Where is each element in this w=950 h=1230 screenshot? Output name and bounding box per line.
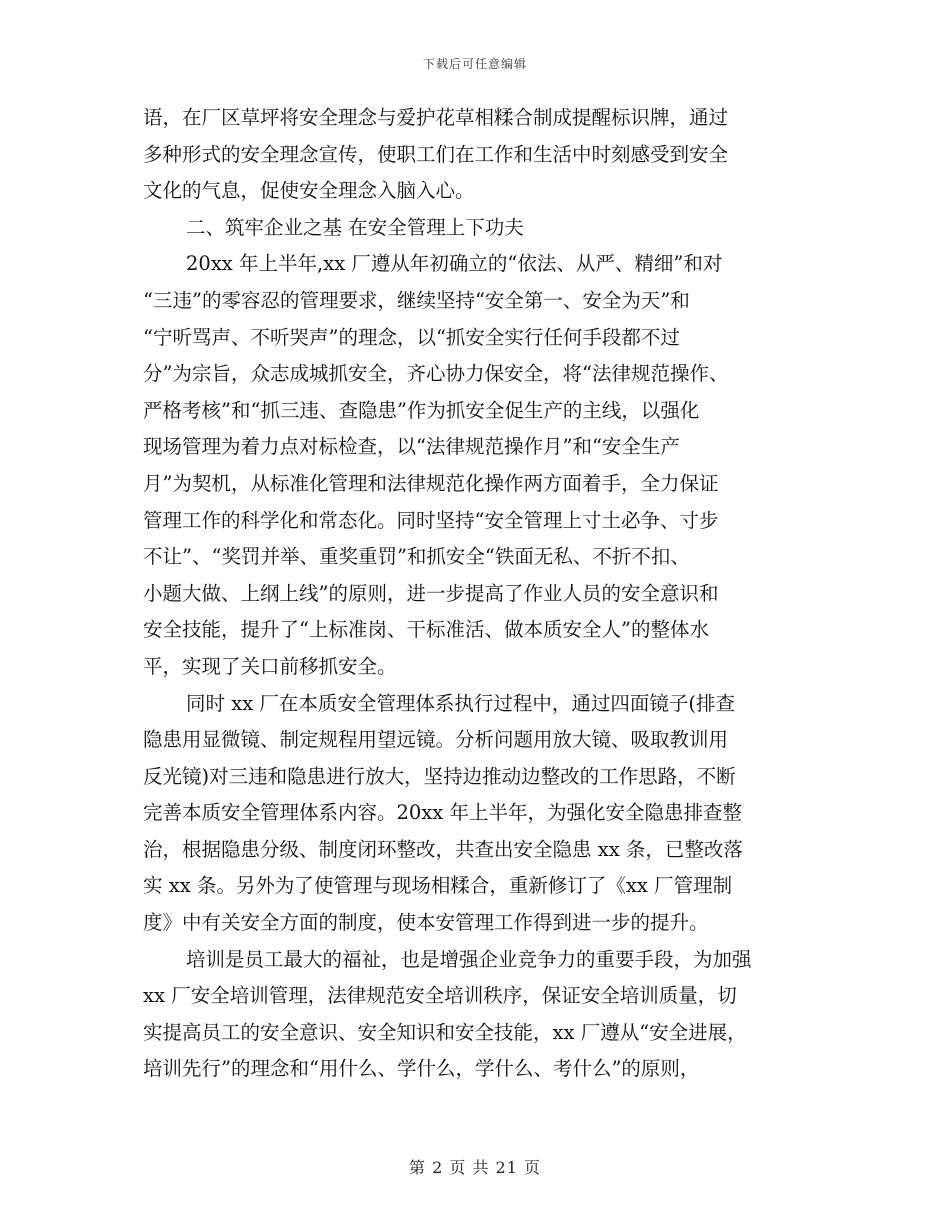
text-line: 不让”、“奖罚并举、重奖重罚”和抓安全“铁面无私、不折不扣、 — [143, 545, 690, 569]
text-line: 月”为契机，从标准化管理和法律规范化操作两方面着手，全力保证 — [143, 471, 719, 495]
text-line: 实 xx 条。另外为了使管理与现场相糅合，重新修订了《xx 厂管理制 — [143, 874, 733, 898]
page-header: 下载后可任意编辑 — [422, 57, 527, 71]
text-line: xx 厂安全培训管理，法律规范安全培训秩序，保证安全培训质量，切 — [143, 984, 737, 1008]
text-line: 培训是员工最大的福祉，也是增强企业竞争力的重要手段，为加强 — [186, 947, 752, 971]
text-line: 平，实现了关口前移抓安全。 — [143, 654, 397, 678]
text-line: 文化的气息，促使安全理念入脑入心。 — [143, 179, 475, 203]
text-line: 治，根据隐患分级、制度闭环整改，共查出安全隐患 xx 条，已整改落 — [143, 837, 743, 861]
text-line: 严格考核”和“抓三违、查隐患”作为抓安全促生产的主线，以强化 — [143, 398, 700, 422]
page-number-footer: 第 2 页 共 21 页 — [409, 1158, 541, 1177]
text-line: 培训先行”的理念和“用什么、学什么，学什么、考什么”的原则， — [143, 1057, 700, 1081]
text-line: “宁听骂声、不听哭声”的理念，以“抓安全实行任何手段都不过 — [143, 325, 680, 349]
document-body — [143, 100, 811, 1088]
text-line: 隐患用显微镜、制定规程用望远镜。分析问题用放大镜、吸取教训用 — [143, 728, 729, 752]
text-line: 多种形式的安全理念宣传，使职工们在工作和生活中时刻感受到安全 — [143, 142, 729, 166]
text-line: 实提高员工的安全意识、安全知识和安全技能，xx 厂遵从“安全进展， — [143, 1020, 747, 1044]
text-line: “三违”的零容忍的管理要求，继续坚持“安全第一、安全为天”和 — [143, 288, 690, 312]
text-line: 反光镜)对三违和隐患进行放大，坚持边推动边整改的工作思路，不断 — [143, 764, 736, 788]
text-line: 分”为宗旨，众志成城抓安全，齐心协力保安全，将“法律规范操作、 — [143, 362, 729, 386]
text-line: 管理工作的科学化和常态化。同时坚持“安全管理上寸土必争、寸步 — [143, 508, 719, 532]
text-line: 小题大做、上纲上线”的原则，进一步提高了作业人员的安全意识和 — [143, 581, 719, 605]
text-line: 同时 xx 厂在本质安全管理体系执行过程中，通过四面镜子(排查 — [186, 691, 735, 715]
text-line: 二、筑牢企业之基 在安全管理上下功夫 — [186, 215, 524, 239]
text-line: 现场管理为着力点对标检查，以“法律规范操作月”和“安全生产 — [143, 435, 680, 459]
text-line: 20xx 年上半年,xx 厂遵从年初确立的“依法、从严、精细”和对 — [186, 252, 723, 276]
text-line: 安全技能，提升了“上标准岗、干标准活、做本质安全人”的整体水 — [143, 618, 709, 642]
text-line: 语，在厂区草坪将安全理念与爱护花草相糅合制成提醒标识牌，通过 — [143, 106, 729, 129]
text-line: 度》中有关安全方面的制度，使本安管理工作得到进一步的提升。 — [143, 911, 709, 935]
text-line: 完善本质安全管理体系内容。20xx 年上半年，为强化安全隐患排查整 — [143, 801, 743, 825]
